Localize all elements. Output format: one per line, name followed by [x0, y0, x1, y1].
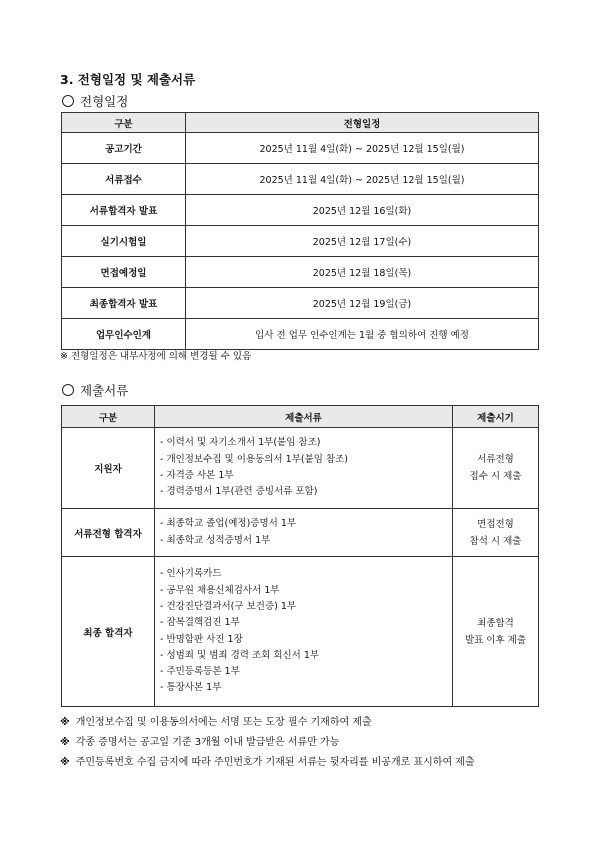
schedule-subtitle-row: [62, 92, 128, 110]
timing-line: 접수 시 제출: [469, 471, 522, 482]
schedule-row-label: 서류접수: [62, 164, 186, 195]
documents-row-items: [155, 509, 453, 557]
timing-line: 서류전형: [477, 454, 514, 465]
documents-row-items: [155, 428, 453, 509]
schedule-row-value: 2025년 11월 4일(화) ~ 2025년 12월 15일(월): [186, 164, 539, 195]
schedule-row-value: 입사 전 업무 인수인계는 1월 중 협의하여 진행 예정: [186, 319, 539, 350]
schedule-row-label: 공고기간: [62, 133, 186, 164]
schedule-note: ※ 전형일정은 내부사정에 의해 변경될 수 있음: [60, 351, 252, 362]
list-item: - 건강진단결과서(구 보건증) 1부: [160, 600, 297, 612]
table-row: [62, 319, 539, 350]
timing-line: 발표 이후 제출: [464, 634, 527, 646]
footnote-text: 주민등록번호 수집 금지에 따라 주민번호가 기재된 서류는 뒷자리를 비공개로 표시하여 제출: [75, 757, 475, 768]
schedule-subtitle: 전형일정: [80, 94, 129, 109]
reference-mark-icon: ※: [60, 737, 70, 748]
timing-line: 참석 시 제출: [469, 535, 522, 547]
schedule-header-row: [62, 113, 539, 133]
list-item: - 통장사본 1부: [160, 682, 222, 694]
footnote: [60, 733, 475, 753]
schedule-table: [61, 112, 539, 350]
list-item: - 성범죄 및 범죄 경력 조회 회신서 1부: [160, 649, 320, 661]
table-row: [62, 428, 539, 509]
timing-line: 최종합격: [477, 617, 514, 629]
list-item: - 최종학교 졸업(예정)증명서 1부: [160, 518, 297, 530]
table-row: [62, 257, 539, 288]
documents-table: [61, 405, 539, 707]
footnote-text: 개인정보수집 및 이용동의서에는 서명 또는 도장 필수 기재하여 제출: [75, 717, 372, 728]
table-row: [62, 288, 539, 319]
reference-mark-icon: ※: [60, 717, 70, 728]
documents-row-items: [155, 557, 453, 707]
list-item: - 공무원 채용신체검사서 1부: [160, 584, 280, 596]
documents-row-label: 지원자: [62, 428, 155, 509]
documents-header-category: 구분: [62, 406, 155, 428]
documents-header-row: [62, 406, 539, 428]
table-row: [62, 164, 539, 195]
documents-subtitle-row: [62, 381, 128, 399]
documents-row-timing: [453, 557, 539, 707]
schedule-row-value: 2025년 12월 16일(화): [186, 195, 539, 226]
list-item: - 잠복결핵검진 1부: [160, 617, 240, 629]
table-row: [62, 226, 539, 257]
schedule-row-label: 면접예정일: [62, 257, 186, 288]
footnote: [60, 713, 475, 733]
schedule-row-label: 서류합격자 발표: [62, 195, 186, 226]
circle-bullet-icon: [62, 95, 74, 107]
list-item: - 경력증명서 1부(관련 증빙서류 포함): [160, 486, 318, 498]
schedule-row-label: 최종합격자 발표: [62, 288, 186, 319]
footnotes: [60, 713, 475, 773]
footnote: [60, 753, 475, 773]
documents-subtitle: 제출서류: [80, 383, 129, 398]
list-item: - 인사기록카드: [160, 568, 222, 580]
list-item: - 이력서 및 자기소개서 1부(붙임 참조): [160, 437, 321, 449]
list-item: - 최종학교 성적증명서 1부: [160, 534, 271, 546]
circle-bullet-icon: [62, 384, 74, 396]
documents-row-timing: [453, 509, 539, 557]
schedule-row-value: 2025년 12월 19일(금): [186, 288, 539, 319]
section-title: 3. 전형일정 및 제출서류: [60, 72, 196, 87]
documents-header-documents: 제출서류: [155, 406, 453, 428]
schedule-header-category: 구분: [62, 113, 186, 133]
documents-row-label: 최종 합격자: [62, 557, 155, 707]
table-row: [62, 133, 539, 164]
timing-line: 면접전형: [477, 518, 514, 530]
list-item: - 반명함판 사진 1장: [160, 633, 243, 645]
list-item: - 개인정보수집 및 이용동의서 1부(붙임 참조): [160, 453, 348, 465]
schedule-row-value: 2025년 12월 17일(수): [186, 226, 539, 257]
schedule-row-label: 실기시험일: [62, 226, 186, 257]
list-item: - 자격증 사본 1부: [160, 470, 234, 481]
documents-row-timing: [453, 428, 539, 509]
list-item: - 주민등록등본 1부: [160, 666, 240, 678]
table-row: [62, 195, 539, 226]
table-row: [62, 557, 539, 707]
schedule-row-value: 2025년 12월 18일(목): [186, 257, 539, 288]
schedule-header-schedule: 전형일정: [186, 113, 539, 133]
documents-header-timing: 제출시기: [453, 406, 539, 428]
footnote-text: 각종 증명서는 공고일 기준 3개월 이내 발급받은 서류만 가능: [75, 737, 340, 748]
table-row: [62, 509, 539, 557]
schedule-row-label: 업무인수인계: [62, 319, 186, 350]
documents-row-label: 서류전형 합격자: [62, 509, 155, 557]
reference-mark-icon: ※: [60, 757, 70, 768]
schedule-row-value: 2025년 11월 4일(화) ~ 2025년 12월 15일(월): [186, 133, 539, 164]
